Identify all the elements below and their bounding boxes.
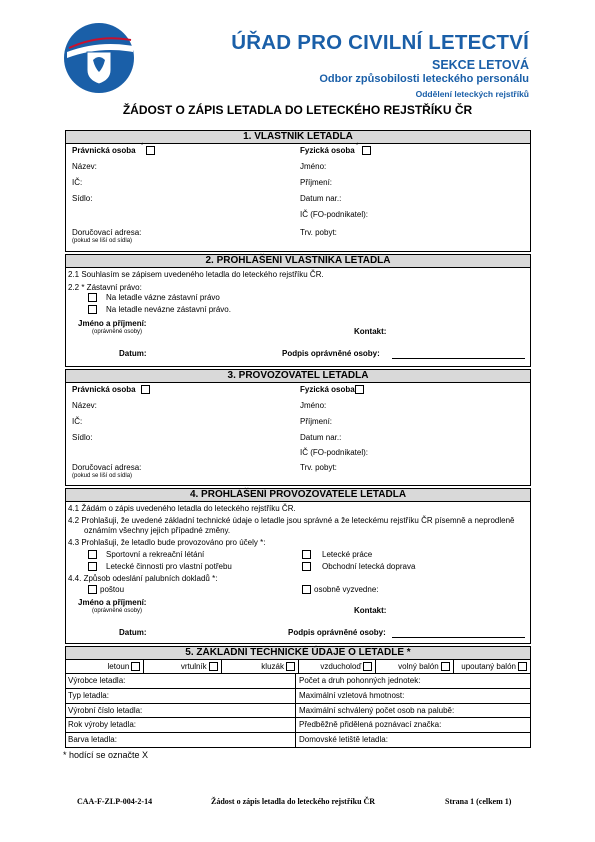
tech-field-label: Typ letadla:: [68, 690, 109, 700]
use-sport-label: Sportovní a rekreační létání: [106, 550, 205, 559]
owner-name-label: Název:: [72, 162, 97, 171]
contact-label: Kontakt:: [354, 606, 387, 615]
lien-yes-checkbox[interactable]: [88, 293, 97, 302]
decl-4-2b: oznámím všechny jejich případné změny.: [84, 526, 231, 535]
aircraft-type-checkbox[interactable]: [441, 662, 450, 671]
aircraft-type-checkbox[interactable]: [286, 662, 295, 671]
use-aerial-work-label: Letecké práce: [322, 550, 373, 559]
section-5-technical-data: [65, 646, 531, 748]
operator-delivery-note: (pokud se liší od sídla): [72, 473, 133, 479]
delivery-personal-checkbox[interactable]: [302, 585, 311, 594]
aircraft-type-cell: [298, 660, 375, 673]
aircraft-type-cell: [453, 660, 530, 673]
legal-person-label: Právnická osoba: [72, 385, 136, 394]
authorized-name-label: Jméno a příjmení:: [78, 598, 147, 607]
tech-field-label: Předběžně přidělená poznávací značka:: [299, 720, 442, 730]
aircraft-type-checkbox[interactable]: [209, 662, 218, 671]
aircraft-type-label: vzducholoď: [320, 662, 362, 671]
operator-delivery-label: Doručovací adresa:: [72, 463, 142, 472]
signature-label: Podpis oprávněné osoby:: [282, 349, 380, 358]
aircraft-type-label: vrtulník: [180, 662, 207, 671]
technical-rows: [66, 673, 530, 747]
natural-person-label: Fyzická osoba: [300, 385, 355, 394]
section-name: SEKCE LETOVÁ: [431, 58, 529, 72]
decl-4-1: 4.1 Žádám o zápis uvedeného letadla do leteckého rejstříku ČR.: [68, 504, 296, 513]
aircraft-type-label: volný balón: [398, 662, 439, 671]
use-own-label: Letecké činnosti pro vlastní potřebu: [106, 562, 232, 571]
signature-label: Podpis oprávněné osoby:: [288, 628, 386, 637]
delivery-post-checkbox[interactable]: [88, 585, 97, 594]
tech-field-label: Maximální schválený počet osob na palubě:: [299, 705, 455, 715]
authorized-note: (oprávněné osoby): [92, 608, 143, 614]
tech-field-label: Počet a druh pohonných jednotek:: [299, 676, 421, 685]
owner-delivery-note: (pokud se liší od sídla): [72, 238, 133, 244]
operator-residence-label: Trv. pobyt:: [300, 463, 337, 472]
tech-field-label: Výrobce letadla:: [68, 676, 126, 685]
decl-2-2: 2.2 * Zástavní právo:: [68, 283, 142, 292]
section-2-heading: 2. PROHLÁŠENÍ VLASTNÍKA LETADLA: [66, 255, 530, 268]
lien-yes-label: Na letadle vázne zástavní právo: [106, 293, 220, 302]
operator-legal-checkbox[interactable]: [141, 385, 150, 394]
section-1-heading: 1. VLASTNÍK LETADLA: [66, 131, 530, 144]
section-1-owner: [65, 130, 531, 252]
lien-no-label: Na letadle nevázne zástavní právo.: [106, 305, 231, 314]
aircraft-type-cell: [143, 660, 220, 673]
decl-4-2a: 4.2 Prohlašuji, že uvedené základní technické údaje o letadle jsou správné a že leteckému rejstříku ČR písemně a neprodleně: [68, 516, 515, 525]
required-mark: *: [141, 143, 144, 149]
tech-field-label: Barva letadla:: [68, 735, 117, 745]
owner-surname-label: Příjmení:: [300, 178, 333, 187]
required-mark: *: [356, 143, 359, 149]
aircraft-type-checkbox[interactable]: [363, 662, 372, 671]
signature-line[interactable]: [392, 358, 525, 359]
section-3-operator: [65, 369, 531, 486]
aircraft-type-checkbox[interactable]: [518, 662, 527, 671]
date-label: Datum:: [119, 349, 147, 358]
aircraft-type-row: [66, 660, 530, 673]
tech-field-label: Maximální vzletová hmotnost:: [299, 690, 405, 700]
use-commercial-label: Obchodní letecká doprava: [322, 562, 416, 571]
note: * hodící se označte X: [63, 750, 149, 760]
section-4-heading: 4. PROHLÁŠENÍ PROVOZOVATELE LETADLA: [66, 489, 530, 502]
tech-field-label: Rok výroby letadla:: [68, 720, 137, 730]
aircraft-type-label: kluzák: [261, 662, 284, 671]
caa-logo: [63, 22, 135, 94]
authority-title: ÚŘAD PRO CIVILNÍ LETECTVÍ: [231, 31, 529, 54]
authorized-note: (oprávněné osoby): [92, 329, 143, 335]
owner-seat-label: Sídlo:: [72, 194, 93, 203]
aircraft-type-label: letoun: [107, 662, 130, 671]
operator-name-label: Název:: [72, 401, 97, 410]
contact-label: Kontakt:: [354, 327, 387, 336]
decl-4-4: 4.4. Způsob odeslání palubních dokladů *:: [68, 574, 218, 583]
operator-ic-fo-label: IČ (FO-podnikatel):: [300, 448, 369, 457]
authorized-name-label: Jméno a příjmení:: [78, 319, 147, 328]
owner-ic-fo-label: IČ (FO-podnikatel):: [300, 210, 369, 219]
operator-birthdate-label: Datum nar.:: [300, 433, 342, 442]
tech-field-label: Výrobní číslo letadla:: [68, 705, 143, 715]
decl-4-3: 4.3 Prohlašuji, že letadlo bude provozováno pro účely *:: [68, 538, 266, 547]
delivery-post-label: poštou: [100, 585, 125, 594]
lien-no-checkbox[interactable]: [88, 305, 97, 314]
section-3-heading: 3. PROVOZOVATEL LETADLA: [66, 370, 530, 383]
table-divider: [66, 688, 530, 689]
operator-natural-checkbox[interactable]: [355, 385, 364, 394]
tech-field-label: Domovské letiště letadla:: [299, 735, 388, 745]
aircraft-type-cell: [66, 660, 143, 673]
owner-natural-checkbox[interactable]: [362, 146, 371, 155]
department-name: Odbor způsobilosti leteckého personálu: [319, 73, 529, 85]
use-commercial-checkbox[interactable]: [302, 562, 311, 571]
form-code: CAA-F-ZLP-004-2-14: [77, 797, 153, 806]
table-divider: [66, 703, 530, 704]
section-4-operator-declaration: [65, 488, 531, 644]
document-title: ŽÁDOST O ZÁPIS LETADLA DO LETECKÉHO REJSTŘÍKU ČR: [122, 103, 473, 117]
aircraft-type-checkbox[interactable]: [131, 662, 140, 671]
natural-person-label: Fyzická osoba: [300, 146, 355, 155]
use-sport-checkbox[interactable]: [88, 550, 97, 559]
operator-surname-label: Příjmení:: [300, 417, 333, 426]
table-divider: [66, 717, 530, 718]
office-name: Oddělení leteckých rejstříků: [415, 89, 529, 99]
delivery-personal-label: osobně vyzvedne:: [314, 585, 379, 594]
aircraft-type-cell: [375, 660, 452, 673]
use-own-checkbox[interactable]: [88, 562, 97, 571]
date-label: Datum:: [119, 628, 147, 637]
operator-seat-label: Sídlo:: [72, 433, 93, 442]
owner-birthdate-label: Datum nar.:: [300, 194, 342, 203]
footer-title: Žádost o zápis letadla do leteckého rejstříku ČR: [211, 797, 376, 806]
table-divider: [66, 732, 530, 733]
legal-person-label: Právnická osoba: [72, 146, 136, 155]
operator-firstname-label: Jméno:: [300, 401, 327, 410]
owner-delivery-label: Doručovací adresa:: [72, 228, 142, 237]
signature-line[interactable]: [392, 637, 525, 638]
operator-ic-label: IČ:: [72, 417, 83, 426]
section-5-heading: 5. ZÁKLADNÍ TECHNICKÉ ÚDAJE O LETADLE *: [66, 647, 530, 660]
aircraft-type-label: upoutaný balón: [461, 662, 516, 671]
use-aerial-work-checkbox[interactable]: [302, 550, 311, 559]
owner-ic-label: IČ:: [72, 178, 83, 187]
owner-firstname-label: Jméno:: [300, 162, 327, 171]
section-2-owner-declaration: [65, 254, 531, 367]
decl-2-1: 2.1 Souhlasím se zápisem uvedeného letadla do leteckého rejstříku ČR.: [68, 270, 324, 279]
owner-residence-label: Trv. pobyt:: [300, 228, 337, 237]
aircraft-type-cell: [221, 660, 298, 673]
page-number: Strana 1 (celkem 1): [445, 797, 512, 806]
owner-legal-checkbox[interactable]: [146, 146, 155, 155]
